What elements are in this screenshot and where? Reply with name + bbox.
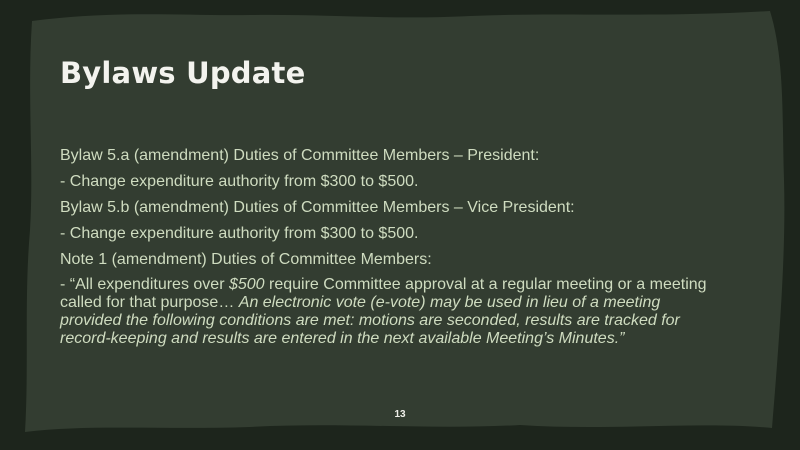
- bylaw-5b-change: - Change expenditure authority from $300 to $500.: [60, 225, 419, 242]
- slide-body: [60, 146, 725, 348]
- slide-title: Bylaws Update: [60, 56, 306, 90]
- quote-prefix: - “All expenditures over: [60, 276, 229, 293]
- bylaw-5a-change: - Change expenditure authority from $300 to $500.: [60, 173, 419, 190]
- bylaw-5b-heading: Bylaw 5.b (amendment) Duties of Committee Members – Vice President:: [60, 199, 575, 216]
- quote-amount: $500: [228, 276, 265, 293]
- quote-italic-text: An electronic vote (e-vote) may be used in lieu of a meeting provided the following conditions are met: motions are seconded, results are tracked for record-keeping and results are entered in the next available Meeting’s Minutes.”: [60, 294, 680, 347]
- note-1-heading: Note 1 (amendment) Duties of Committee Members:: [60, 251, 432, 268]
- note-1-quote: [60, 276, 725, 348]
- bylaw-5a-heading: Bylaw 5.a (amendment) Duties of Committee Members – President:: [60, 147, 540, 164]
- page-number: 13: [394, 409, 406, 420]
- quote-middle: require Committee approval at a regular meeting or a meeting called for that purpose…: [60, 276, 707, 311]
